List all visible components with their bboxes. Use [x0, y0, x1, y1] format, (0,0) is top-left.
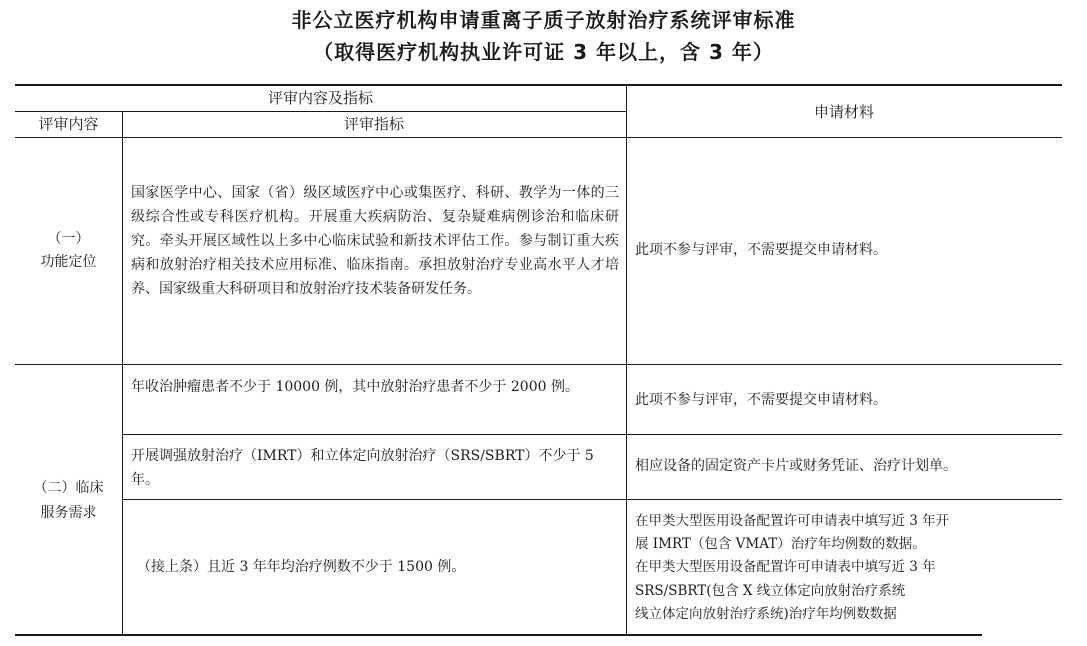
section2-label-line1: （二）临床 — [33, 480, 104, 496]
header-group-label: 评审内容及指标 — [267, 89, 373, 107]
section2-row3-indicator: （接上条）且近 3 年年均治疗例数不少于 1500 例。 — [137, 559, 466, 575]
section2-row3-material-line3: 在甲类大型医用设备配置许可申请表中填写近 3 年 — [635, 559, 936, 575]
header-col-content: 评审内容 — [38, 115, 99, 133]
document-subtitle: （取得医疗机构执业许可证 3 年以上，含 3 年） — [313, 40, 774, 64]
section2-row1-material: 此项不参与评审，不需要提交申请材料。 — [635, 392, 887, 408]
section2-row2-indicator: 开展调强放射治疗（IMRT）和立体定向放射治疗（SRS/SBRT）不少于 5 年。 — [131, 448, 594, 488]
section2-row3-material-line2: 展 IMRT（包含 VMAT）治疗年均例数的数据。 — [635, 536, 926, 552]
section1-material: 此项不参与评审，不需要提交申请材料。 — [635, 242, 887, 258]
header-col-material: 申请材料 — [813, 103, 874, 121]
document-title: 非公立医疗机构申请重离子质子放射治疗系统评审标准 — [291, 8, 796, 32]
section1-bottom-rule — [15, 364, 1062, 365]
section2-label-line2: 服务需求 — [40, 505, 97, 521]
col2-divider — [626, 85, 627, 635]
section2-row2-material: 相应设备的固定资产卡片或财务凭证、治疗计划单。 — [635, 458, 957, 474]
section2-row3-material-line1: 在甲类大型医用设备配置许可申请表中填写近 3 年开 — [635, 513, 950, 529]
table-bottom-rule — [15, 634, 982, 636]
section1-label-line1: （一） — [47, 231, 90, 247]
header-bottom-rule — [15, 137, 1062, 138]
section1-indicator: 国家医学中心、国家（省）级区域医疗中心或集医疗、科研、教学为一体的三级综合性或专科医疗机构。开展重大疾病防治、复杂疑难病例诊治和临床研究。牵头开展区域性以上多中心临床试验和新技术评估工作。参与制订重大疾病和放射治疗相关技术应用标准、临床指南。承担放射治疗专业高水平人才培养、国家级重大科研项目和放射治疗技术装备研发任务。 — [131, 185, 619, 297]
header-col-indicator: 评审指标 — [343, 115, 404, 133]
row1-bottom-rule — [122, 434, 1062, 435]
row2-bottom-rule — [122, 499, 1062, 500]
section2-row3-material-line4: SRS/SBRT(包含 X 线立体定向放射治疗系统 — [635, 583, 906, 599]
section2-row3-material-line5: 线立体定向放射治疗系统)治疗年均例数数据 — [635, 606, 897, 622]
col1-divider — [122, 111, 123, 635]
section2-row1-indicator: 年收治肿瘤患者不少于 10000 例，其中放射治疗患者不少于 2000 例。 — [131, 379, 579, 395]
section1-label-line2: 功能定位 — [40, 254, 97, 270]
